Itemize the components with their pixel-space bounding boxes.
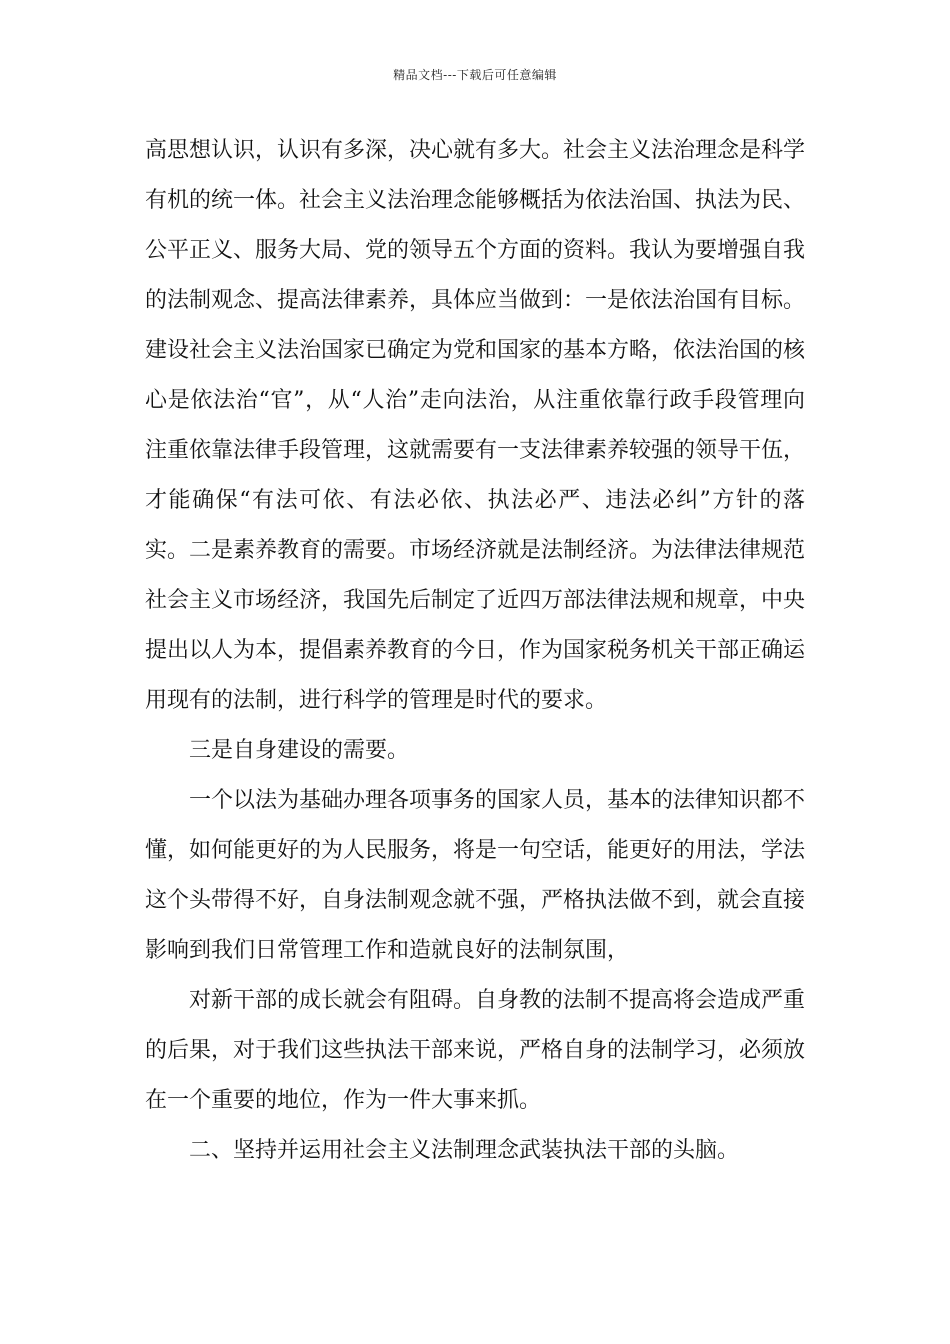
- paragraph-2: 三是自身建设的需要。: [189, 738, 410, 763]
- paragraph-4: 对新干部的成长就会有阻碍。自身教的法制不提高将会造成严重的后果，对于我们这些执法干部来说，严格自身的法制学习，必须放在一个重要的地位，作为一件大事来抓。: [145, 988, 806, 1113]
- paragraph-5: 二、坚持并运用社会主义法制理念武装执法干部的头脑。: [189, 1138, 740, 1163]
- page-header: 精品文档---下载后可任意编辑: [393, 68, 557, 82]
- document-body: [145, 126, 805, 1176]
- paragraph-1: 高思想认识，认识有多深，决心就有多大。社会主义法治理念是科学有机的统一体。社会主义法治理念能够概括为依法治国、执法为民、公平正义、服务大局、党的领导五个方面的资料。我认为要增强自我的法制观念、提高法律素养，具体应当做到：一是依法治国有目标。建设社会主义法治国家已确定为党和国家的基本方略，依法治国的核心是依法治“官”，从“人治”走向法治，从注重依靠行政手段管理向注重依靠法律手段管理，这就需要有一支法律素养较强的领导干伍，才能确保“有法可依、有法必依、执法必严、违法必纠”方针的落实。二是素养教育的需要。市场经济就是法制经济。为法律法律规范社会主义市场经济，我国先后制定了近四万部法律法规和规章，中央提出以人为本，提倡素养教育的今日，作为国家税务机关干部正确运用现有的法制，进行科学的管理是时代的要求。: [145, 138, 806, 713]
- paragraph-3: 一个以法为基础办理各项事务的国家人员，基本的法律知识都不懂，如何能更好的为人民服务，将是一句空话，能更好的用法，学法这个头带得不好，自身法制观念就不强，严格执法做不到，就会直接影响到我们日常管理工作和造就良好的法制氛围，: [145, 788, 806, 963]
